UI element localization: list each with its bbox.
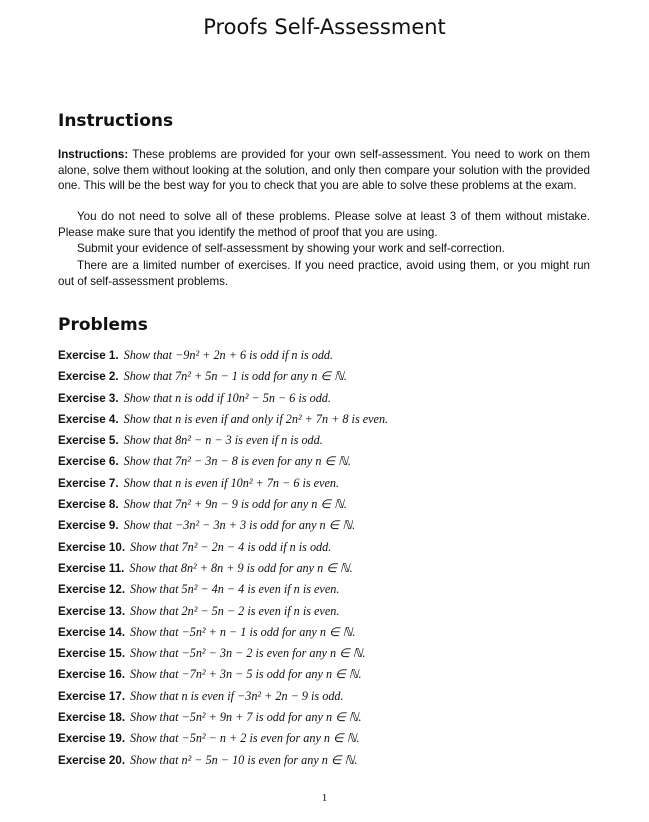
exercise-label: Exercise 19. <box>58 732 126 746</box>
exercise-statement: Show that n² − 5n − 10 is even for any n ∈ ℕ. <box>130 752 358 767</box>
exercise-item <box>58 540 618 561</box>
exercise-item <box>58 433 618 454</box>
exercise-item <box>58 625 618 646</box>
exercise-item <box>58 561 618 582</box>
exercise-label: Exercise 17. <box>58 689 126 703</box>
exercise-item <box>58 710 618 731</box>
exercise-label: Exercise 5. <box>58 434 119 448</box>
exercise-statement: Show that 7n² − 3n − 8 is even for any n ∈ ℕ. <box>123 454 351 469</box>
instructions-paragraph-2: You do not need to solve all of these problems. Please solve at least 3 of them without mistake. Please make sure that you identify the method of proof that you are using. <box>58 210 590 239</box>
exercise-item <box>58 348 618 369</box>
exercise-label: Exercise 18. <box>58 711 126 725</box>
exercise-statement: Show that 5n² − 4n − 4 is even if n is even. <box>130 582 340 597</box>
exercise-label: Exercise 6. <box>58 455 119 469</box>
exercise-item <box>58 646 618 667</box>
exercise-label: Exercise 1. <box>58 349 119 362</box>
exercise-item <box>58 604 618 625</box>
exercise-statement: Show that −5n² − 3n − 2 is even for any n ∈ ℕ. <box>130 646 366 661</box>
exercise-label: Exercise 2. <box>58 370 119 384</box>
exercise-item <box>58 497 618 518</box>
exercise-item <box>58 369 618 390</box>
exercise-statement: Show that −9n² + 2n + 6 is odd if n is odd. <box>123 348 334 362</box>
exercise-label: Exercise 12. <box>58 583 126 597</box>
exercise-label: Exercise 10. <box>58 540 126 554</box>
exercise-label: Exercise 3. <box>58 391 119 405</box>
exercise-item <box>58 454 618 475</box>
exercise-statement: Show that 7n² + 5n − 1 is odd for any n ∈ ℕ. <box>123 369 347 384</box>
exercise-statement: Show that −3n² − 3n + 3 is odd for any n ∈ ℕ. <box>123 518 356 533</box>
exercise-statement: Show that −5n² + n − 1 is odd for any n ∈ ℕ. <box>130 624 356 639</box>
exercise-statement: Show that −5n² + 9n + 7 is odd for any n ∈ ℕ. <box>130 710 362 725</box>
exercise-label: Exercise 14. <box>58 625 126 639</box>
exercise-list <box>58 348 618 774</box>
exercise-item <box>58 753 618 774</box>
exercise-statement: Show that 7n² + 9n − 9 is odd for any n ∈ ℕ. <box>123 497 347 512</box>
instructions-text-1: These problems are provided for your own self-assessment. You need to work on them alone, solve them without looking at the solution, and only then compare your solution with the provided one. This will be the best way for you to check that you are able to solve these problems at the exam. <box>58 148 591 193</box>
exercise-label: Exercise 7. <box>58 476 119 490</box>
exercise-label: Exercise 11. <box>58 561 125 575</box>
exercise-item <box>58 582 618 603</box>
instructions-paragraph-1 <box>58 147 590 194</box>
problems-heading: Problems <box>58 315 148 335</box>
instructions-heading: Instructions <box>58 111 174 131</box>
exercise-statement: Show that n is even if −3n² + 2n − 9 is odd. <box>130 688 344 703</box>
exercise-label: Exercise 15. <box>58 647 126 661</box>
exercise-statement: Show that 8n² + 8n + 9 is odd for any n ∈ ℕ. <box>129 560 353 575</box>
exercise-item <box>58 476 618 497</box>
exercise-label: Exercise 8. <box>58 498 119 512</box>
page-number: 1 <box>321 792 328 804</box>
page-title: Proofs Self-Assessment <box>203 15 446 39</box>
exercise-statement: Show that 7n² − 2n − 4 is odd if n is odd. <box>130 539 332 554</box>
exercise-label: Exercise 20. <box>58 753 126 767</box>
exercise-label: Exercise 4. <box>58 412 119 426</box>
instructions-paragraph-4: There are a limited number of exercises. If you need practice, avoid using them, or you might run out of self-assessment problems. <box>58 259 590 288</box>
exercise-label: Exercise 16. <box>58 668 126 682</box>
exercise-item <box>58 689 618 710</box>
exercise-item <box>58 667 618 688</box>
exercise-statement: Show that n is even if 10n² + 7n − 6 is even. <box>123 475 340 490</box>
exercise-label: Exercise 9. <box>58 519 119 533</box>
exercise-statement: Show that −5n² − n + 2 is even for any n ∈ ℕ. <box>130 731 360 746</box>
exercise-item <box>58 731 618 752</box>
instructions-paragraph-3: Submit your evidence of self-assessment by showing your work and self-correction. <box>77 242 505 255</box>
exercise-item <box>58 391 618 412</box>
exercise-statement: Show that n is odd if 10n² − 5n − 6 is odd. <box>123 390 331 405</box>
exercise-statement: Show that n is even if and only if 2n² + 7n + 8 is even. <box>123 411 389 426</box>
instructions-lead: Instructions: <box>58 148 129 161</box>
exercise-label: Exercise 13. <box>58 604 126 618</box>
exercise-statement: Show that 2n² − 5n − 2 is even if n is even. <box>130 603 340 618</box>
exercise-item <box>58 518 618 539</box>
exercise-item <box>58 412 618 433</box>
exercise-statement: Show that −7n² + 3n − 5 is odd for any n ∈ ℕ. <box>130 667 362 682</box>
exercise-statement: Show that 8n² − n − 3 is even if n is odd. <box>123 433 323 448</box>
